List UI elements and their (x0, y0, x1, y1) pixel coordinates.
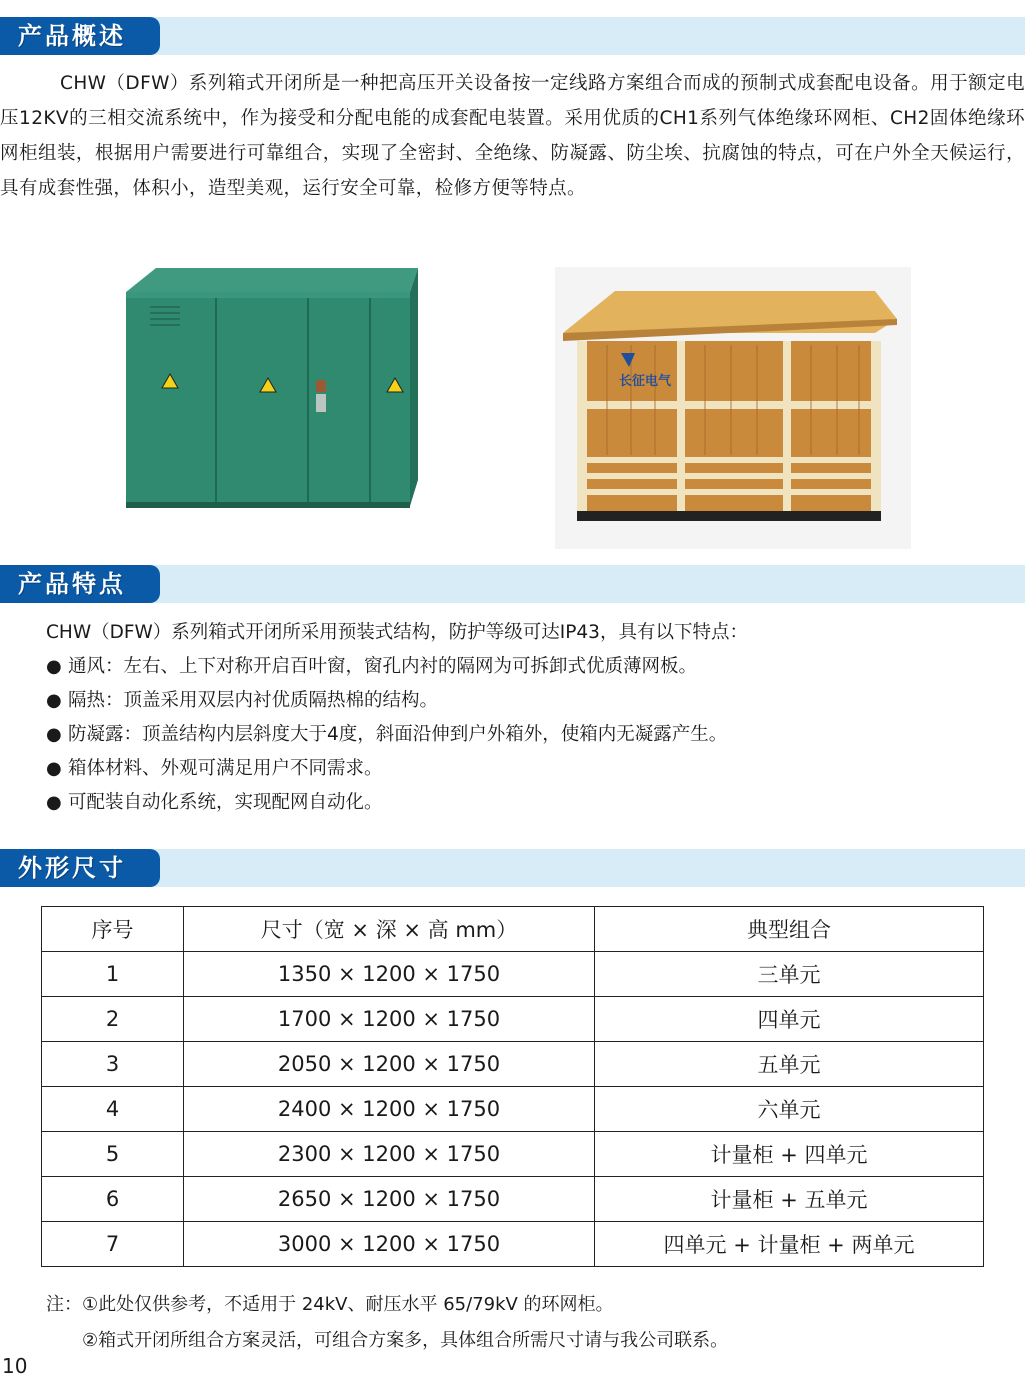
feature-text: 隔热：顶盖采用双层内衬优质隔热棉的结构。 (68, 690, 439, 711)
table-row (42, 997, 984, 1042)
table-cell: 3000 × 1200 × 1750 (184, 1222, 595, 1267)
column-header: 序号 (42, 907, 184, 952)
section-title-dimensions: 外形尺寸 (0, 849, 160, 887)
section-title-features: 产品特点 (0, 565, 160, 603)
table-cell: 2300 × 1200 × 1750 (184, 1132, 595, 1177)
feature-item (46, 684, 1006, 718)
note-label: 注： (46, 1294, 82, 1315)
dimensions-table (41, 906, 984, 1267)
table-cell: 六单元 (595, 1087, 984, 1132)
column-header: 尺寸（宽 × 深 × 高 mm） (184, 907, 595, 952)
table-cell: 四单元 (595, 997, 984, 1042)
feature-text: 通风：左右、上下对称开启百叶窗，窗孔内衬的隔网为可拆卸式优质薄网板。 (68, 656, 698, 677)
table-header-row (42, 907, 984, 952)
bullet-icon: ● (46, 656, 62, 677)
feature-item (46, 786, 1006, 820)
feature-text: 箱体材料、外观可满足用户不同需求。 (68, 758, 383, 779)
table-cell: 计量柜 + 五单元 (595, 1177, 984, 1222)
wooden-switchgear-photo (555, 267, 911, 549)
column-header: 典型组合 (595, 907, 984, 952)
green-switchgear-photo (120, 262, 420, 514)
note-1 (46, 1290, 614, 1316)
bullet-icon: ● (46, 690, 62, 711)
table-row (42, 1132, 984, 1177)
note-2: ②箱式开闭所组合方案灵活，可组合方案多，具体组合所需尺寸请与我公司联系。 (82, 1330, 729, 1351)
table-cell: 三单元 (595, 952, 984, 997)
table-cell: 2 (42, 997, 184, 1042)
table-cell: 5 (42, 1132, 184, 1177)
table-cell: 四单元 + 计量柜 + 两单元 (595, 1222, 984, 1267)
overview-paragraph: CHW（DFW）系列箱式开闭所是一种把高压开关设备按一定线路方案组合而成的预制式成套配电设备。用于额定电压12KV的三相交流系统中，作为接受和分配电能的成套配电装置。采用优质的CH1系列气体绝缘环网柜、CH2固体绝缘环网柜组装，根据用户需要进行可靠组合，实现了全密封、全绝缘、防凝露、防尘埃、抗腐蚀的特点，可在户外全天候运行，具有成套性强，体积小，造型美观，运行安全可靠，检修方便等特点。 (0, 73, 1025, 199)
feature-text: 可配装自动化系统，实现配网自动化。 (68, 792, 383, 813)
section-bar-dimensions (0, 849, 1025, 887)
features-list (46, 616, 1006, 820)
table-cell: 计量柜 + 四单元 (595, 1132, 984, 1177)
feature-text: 防凝露：顶盖结构内层斜度大于4度，斜面沿伸到户外箱外，使箱内无凝露产生。 (68, 724, 728, 745)
table-cell: 3 (42, 1042, 184, 1087)
table-cell: 2400 × 1200 × 1750 (184, 1087, 595, 1132)
section-bar-overview (0, 17, 1025, 55)
feature-item (46, 650, 1006, 684)
page-number: 10 (2, 1354, 28, 1378)
table-cell: 6 (42, 1177, 184, 1222)
table-row (42, 1222, 984, 1267)
feature-item (46, 718, 1006, 752)
table-row (42, 1177, 984, 1222)
features-intro: CHW（DFW）系列箱式开闭所采用预装式结构，防护等级可达IP43，具有以下特点： (46, 622, 748, 643)
table-cell: 五单元 (595, 1042, 984, 1087)
table-cell: 1350 × 1200 × 1750 (184, 952, 595, 997)
bullet-icon: ● (46, 792, 62, 813)
table-cell: 2650 × 1200 × 1750 (184, 1177, 595, 1222)
table-cell: 4 (42, 1087, 184, 1132)
table-cell: 7 (42, 1222, 184, 1267)
brand-logo: 长征电气 (619, 374, 672, 389)
table-row (42, 1042, 984, 1087)
feature-item (46, 752, 1006, 786)
table-cell: 1700 × 1200 × 1750 (184, 997, 595, 1042)
table-row (42, 952, 984, 997)
bullet-icon: ● (46, 724, 62, 745)
table-row (42, 1087, 984, 1132)
bullet-icon: ● (46, 758, 62, 779)
table-cell: 1 (42, 952, 184, 997)
note-1-text: ①此处仅供参考，不适用于 24kV、耐压水平 65/79kV 的环网柜。 (82, 1294, 614, 1315)
section-title-overview: 产品概述 (0, 17, 160, 55)
section-bar-features (0, 565, 1025, 603)
table-cell: 2050 × 1200 × 1750 (184, 1042, 595, 1087)
